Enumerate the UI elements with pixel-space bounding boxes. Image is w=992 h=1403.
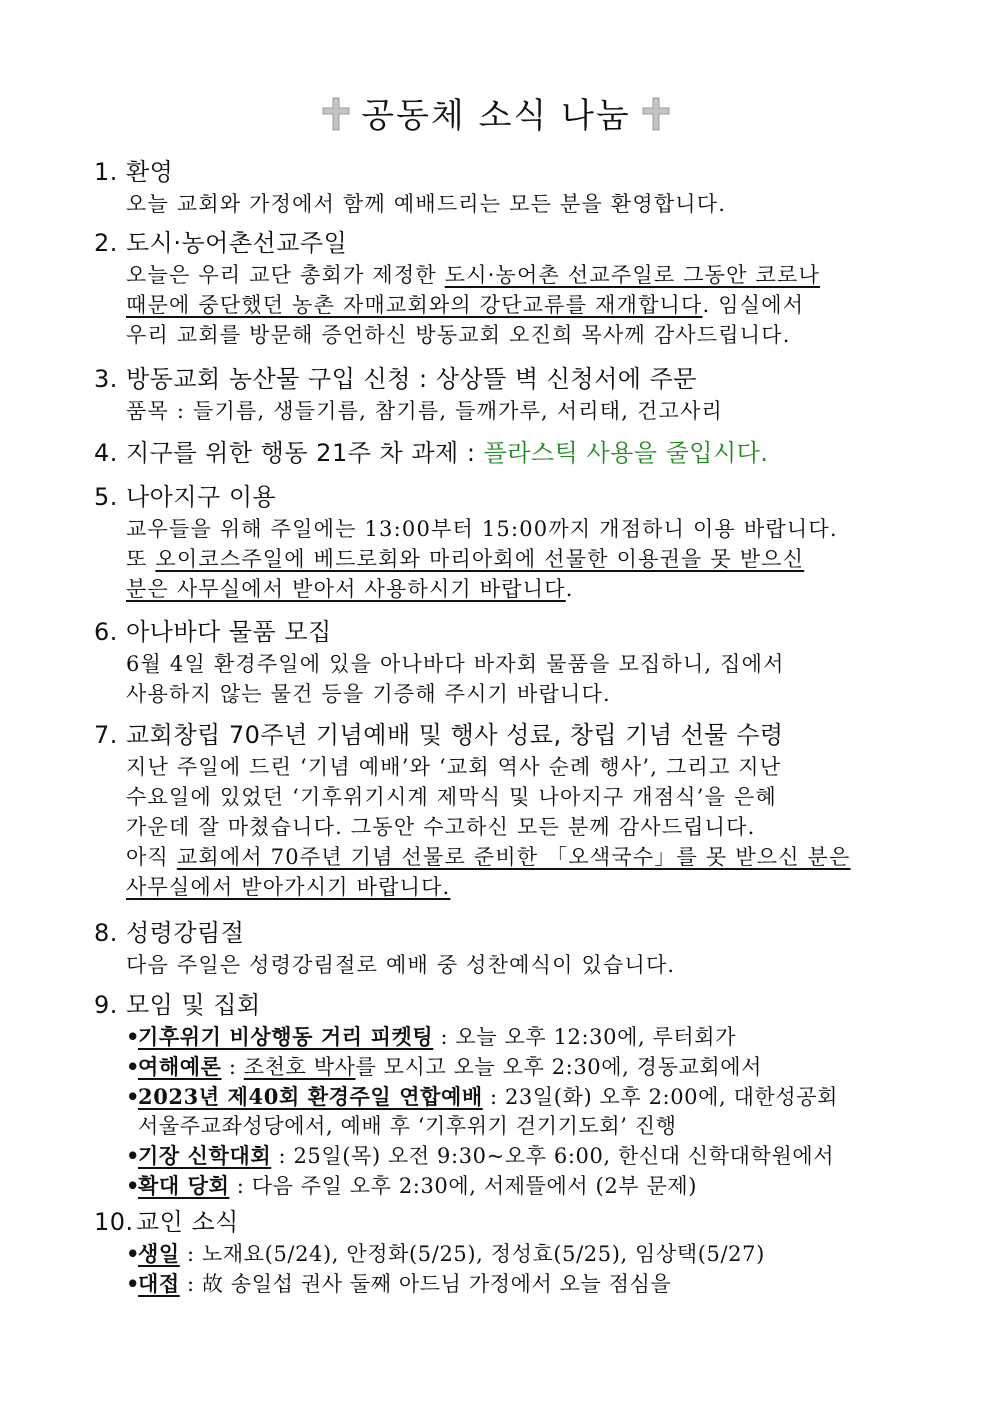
section-member-news [94,1205,914,1299]
text-span: 또 [126,547,156,571]
section-heading [94,916,914,950]
list-item-continuation: 서울주교좌성당에서, 예배 후 ‘기후위기 걷기기도회’ 진행 [138,1114,677,1138]
page-title: 공동체 소식 나눔 [361,96,631,136]
body-line: 가운데 잘 마쳤습니다. 그동안 수고하신 모든 분께 감사드립니다. [126,815,756,839]
list-item [126,1171,914,1201]
heading-text: 지구를 위한 행동 21주 차 과제 : [126,439,484,467]
body-line: 6월 4일 환경주일에 있을 아나바다 바자회 물품을 모집하니, 집에서 [126,652,785,676]
text-span: . 임실에서 [702,293,805,317]
section-heading [94,436,914,470]
heading-text: 교인 소식 [136,1208,239,1236]
underlined-text: 오이코스주일에 베드로회와 마리아회에 선물한 이용권을 못 받으신 [155,547,805,571]
section-heading [94,1205,914,1239]
underlined-text: 사무실에서 받아가시기 바랍니다. [126,875,451,899]
bullet: • [126,1241,141,1266]
section-heading [94,480,914,514]
body-line [126,544,914,574]
section-anabada [94,615,914,709]
section-number: 9. [94,991,118,1019]
text-span: 오늘은 우리 교단 총회가 제정한 [126,263,445,287]
underlined-text: 분은 사무실에서 받아서 사용하시기 바랍니다 [126,577,566,601]
section-heading [94,155,914,189]
underlined-text: 때문에 중단했던 농촌 자매교회와의 강단교류를 재개합니다 [126,293,703,317]
section-heading [94,226,914,260]
body-line: 지난 주일에 드린 ‘기념 예배’와 ‘교회 역사 순례 행사’, 그리고 지난 [126,755,782,779]
section-number: 10. [94,1208,134,1236]
bullet: • [126,1084,141,1109]
body-line: 품목 : 들기름, 생들기름, 참기름, 들깨가루, 서리태, 건고사리 [126,399,723,423]
heading-text: 교회창립 70주년 기념예배 및 행사 성료, 창립 기념 선물 수령 [126,721,784,749]
section-number: 5. [94,483,118,511]
underlined-text: 교회에서 70주년 기념 선물로 준비한 「오색국수」를 못 받으신 분은 [176,845,851,869]
bold-label: 생일 [138,1241,180,1266]
section-pentecost [94,916,914,980]
heading-text: 나아지구 이용 [126,483,277,511]
heading-text: 도시·농어촌선교주일 [126,229,348,257]
body-line: 교우들을 위해 주일에는 13:00부터 15:00까지 개점하니 이용 바랍니다. [126,517,838,541]
body-line [126,290,914,320]
body-line [126,574,914,604]
bold-label: 대접 [138,1271,180,1296]
section-welcome [94,155,914,219]
list-item [126,1269,914,1299]
section-number: 8. [94,919,118,947]
section-heading [94,718,914,752]
section-heading [94,988,914,1022]
section-number: 7. [94,721,118,749]
bullet: • [126,1054,141,1079]
page-title-row [0,88,992,137]
section-produce-order [94,362,914,426]
heading-text: 모임 및 집회 [126,991,261,1019]
body-line [126,872,914,902]
body-line: 사용하지 않는 물건 등을 기증해 주시기 바랍니다. [126,682,611,706]
section-number: 1. [94,158,118,186]
text-span: : 23일(화) 오후 2:00에, 대한성공회 [482,1085,839,1109]
bullet: • [126,1024,141,1049]
body-line [126,842,914,872]
section-anniversary [94,718,914,902]
underlined-text: 조천호 박사 [243,1055,356,1079]
cross-icon [641,97,671,131]
list-item [126,1082,914,1112]
body-line: 수요일에 있었던 ‘기후위기시계 제막식 및 나아지구 개점식’을 은혜 [126,785,777,809]
bullet: • [126,1143,141,1168]
body-line: 다음 주일은 성령강림절로 예배 중 성찬예식이 있습니다. [126,953,676,977]
heading-text: 성령강림절 [126,919,245,947]
list-item [126,1239,914,1269]
text-span: : 故 송일섭 권사 둘째 아드님 가정에서 오늘 점심을 [179,1272,672,1296]
section-number: 4. [94,439,118,467]
cross-icon [321,97,351,131]
text-span: : 오늘 오후 12:30에, 루터회가 [433,1025,737,1049]
section-mission-sunday [94,226,914,350]
text-span: 를 모시고 오늘 오후 2:30에, 경동교회에서 [355,1055,762,1079]
bold-label: 여해예론 [138,1054,222,1079]
bold-label: 기장 신학대회 [138,1143,272,1168]
bold-label: 확대 당회 [138,1173,230,1198]
heading-text: 환영 [126,158,174,186]
text-span: : 25일(목) 오전 9:30~오후 6:00, 한신대 신학대학원에서 [271,1144,835,1168]
list-item [126,1052,914,1082]
section-heading [94,362,914,396]
text-span: : [221,1055,244,1079]
section-number: 2. [94,229,118,257]
text-span: : 다음 주일 오후 2:30에, 서제뜰에서 (2부 문제) [229,1174,698,1198]
section-number: 3. [94,365,118,393]
bullet: • [126,1271,141,1296]
section-naaji-store [94,480,914,604]
heading-text: 방동교회 농산물 구입 신청 : 상상뜰 벽 신청서에 주문 [126,365,697,393]
list-item [126,1141,914,1171]
underlined-text: 도시·농어촌 선교주일로 그동안 코로나 [444,263,820,287]
text-span: 아직 [126,845,177,869]
section-heading [94,615,914,649]
list-item [126,1022,914,1052]
bullet: • [126,1173,141,1198]
heading-text: 아나바다 물품 모집 [126,618,332,646]
section-earth-action [94,436,914,470]
body-line: 우리 교회를 방문해 증언하신 방동교회 오진희 목사께 감사드립니다. [126,323,791,347]
text-span: : 노재요(5/24), 안정화(5/25), 정성효(5/25), 임상택(5/27) [179,1242,765,1266]
section-number: 6. [94,618,118,646]
bold-label: 기후위기 비상행동 거리 피켓팅 [138,1024,434,1049]
section-meetings [94,988,914,1201]
bold-label: 2023년 제40회 환경주일 연합예배 [138,1084,483,1109]
text-span: . [565,577,574,601]
body-line [126,260,914,290]
highlight-text: 플라스틱 사용을 줄입시다. [483,439,769,467]
body-line: 오늘 교회와 가정에서 함께 예배드리는 모든 분을 환영합니다. [126,192,727,216]
